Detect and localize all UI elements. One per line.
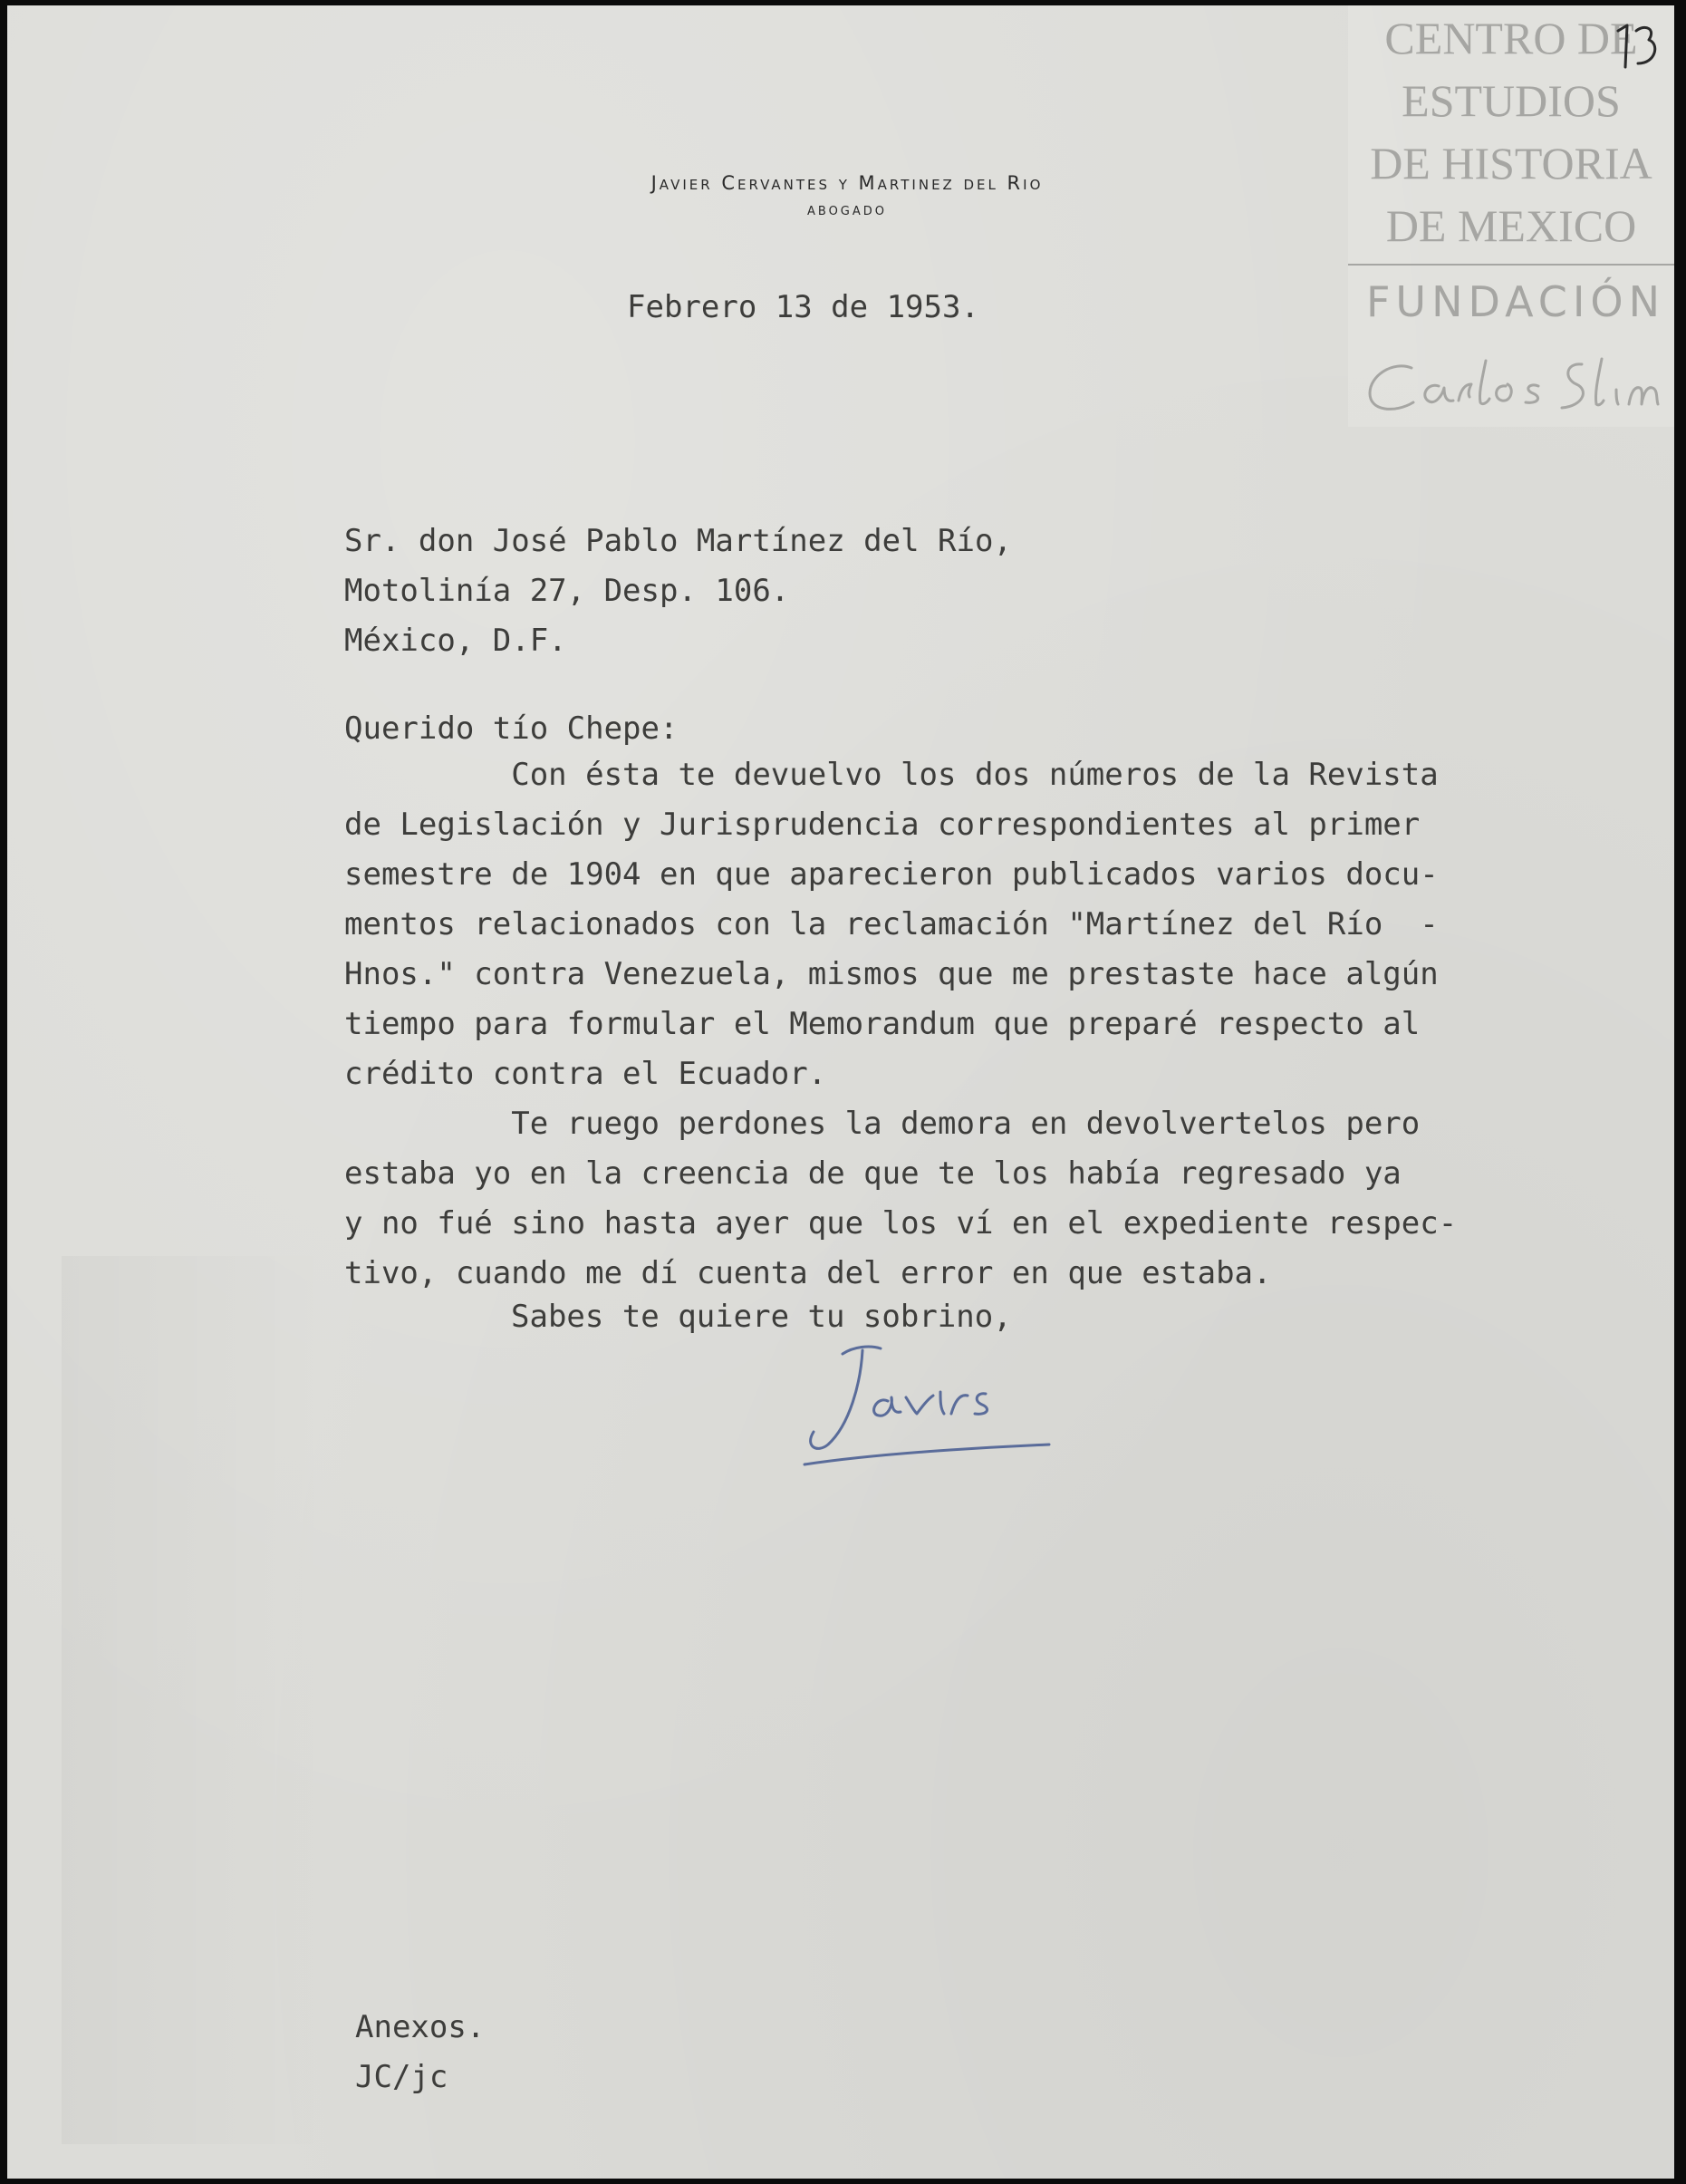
page-number-handwritten bbox=[1609, 22, 1663, 72]
address-line: Motolinía 27, Desp. 106. bbox=[344, 573, 790, 609]
page-shadow bbox=[62, 1256, 333, 2144]
body-line: tiempo para formular el Memorandum que preparé respecto al bbox=[344, 1006, 1421, 1042]
letter-body bbox=[344, 750, 1457, 1299]
body-line: Con ésta te devuelvo los dos números de la Revista bbox=[344, 757, 1439, 793]
annex-note: Anexos. bbox=[355, 2009, 486, 2045]
body-line: Hnos." contra Venezuela, mismos que me prestaste hace algún bbox=[344, 956, 1439, 992]
letter-page bbox=[7, 5, 1674, 2179]
body-line: tivo, cuando me dí cuenta del error en que estaba. bbox=[344, 1255, 1272, 1291]
body-line: y no fué sino hasta ayer que los ví en el expediente respec- bbox=[344, 1205, 1458, 1242]
carlos-slim-signature-logo bbox=[1357, 343, 1674, 424]
stamp-foundation: FUNDACIÓN bbox=[1365, 277, 1666, 326]
stamp-divider bbox=[1348, 264, 1674, 266]
address-line: México, D.F. bbox=[344, 623, 567, 659]
letter-date: Febrero 13 de 1953. bbox=[627, 289, 979, 325]
stamp-line-4: DE MEXICO bbox=[1385, 200, 1637, 251]
letterhead-title: ABOGADO bbox=[806, 205, 888, 218]
address-line: Sr. don José Pablo Martínez del Río, bbox=[344, 523, 1012, 559]
body-line: de Legislación y Jurisprudencia correspondientes al primer bbox=[344, 807, 1421, 843]
body-line: crédito contra el Ecuador. bbox=[344, 1056, 827, 1092]
handwritten-signature bbox=[786, 1338, 1058, 1474]
stamp-line-3: DE HISTORIA bbox=[1370, 138, 1652, 188]
closing: Sabes te quiere tu sobrino, bbox=[511, 1299, 1012, 1335]
body-line: mentos relacionados con la reclamación "Martínez del Río - bbox=[344, 906, 1439, 942]
letterhead-name: Javier Cervantes y Martinez del Rio bbox=[650, 172, 1044, 194]
body-line: estaba yo en la creencia de que te los había regresado ya bbox=[344, 1155, 1402, 1192]
stamp-line-2: ESTUDIOS bbox=[1402, 75, 1621, 126]
body-line: semestre de 1904 en que aparecieron publicados varios docu- bbox=[344, 856, 1439, 893]
stamp-line-1: CENTRO DE bbox=[1384, 13, 1638, 63]
salutation: Querido tío Chepe: bbox=[344, 710, 679, 747]
body-line: Te ruego perdones la demora en devolvertelos pero bbox=[344, 1106, 1421, 1142]
typist-initials: JC/jc bbox=[355, 2059, 448, 2095]
recipient-address bbox=[344, 517, 1012, 666]
